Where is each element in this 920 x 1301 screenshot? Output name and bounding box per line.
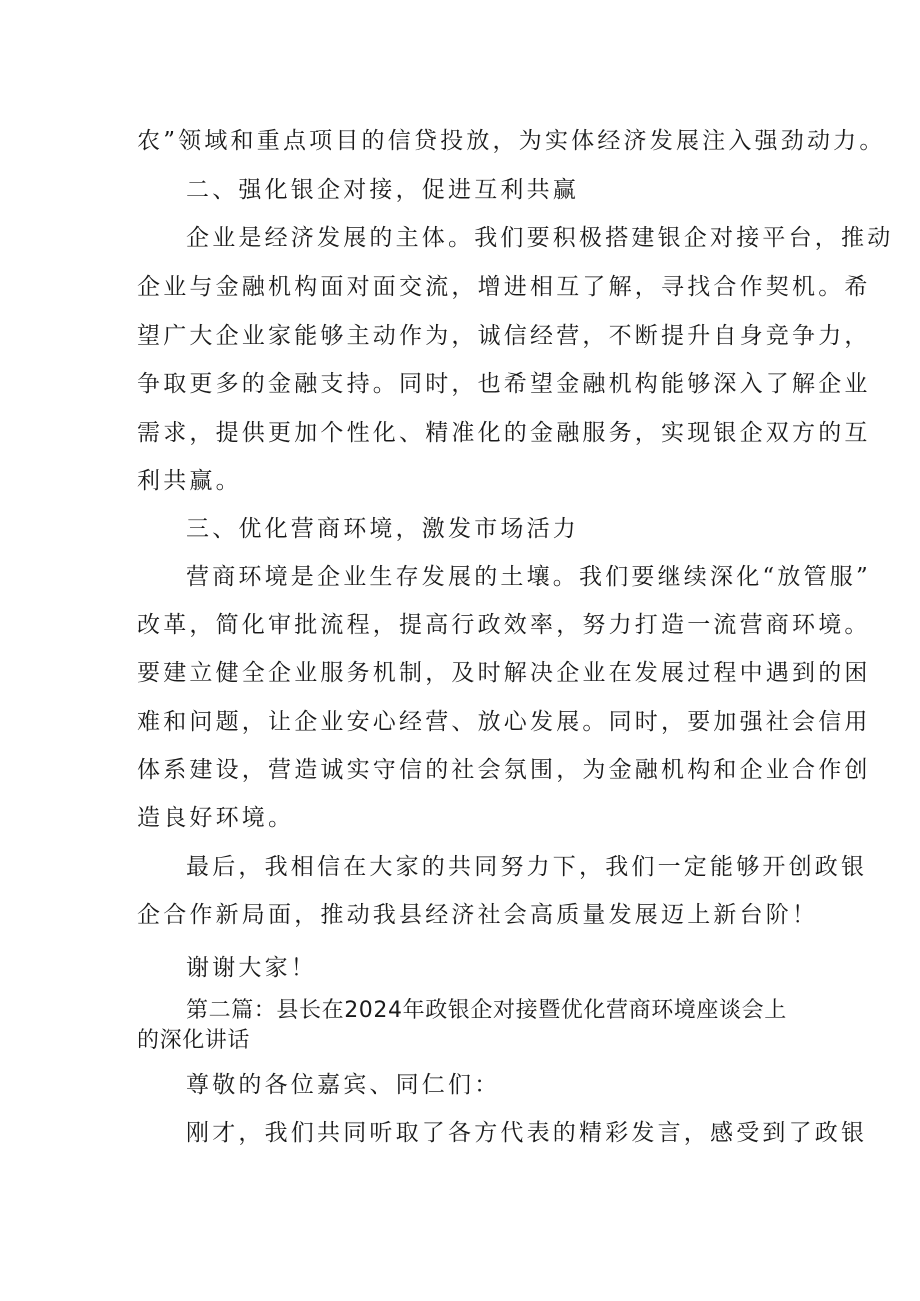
- section-heading: 三、优化营商环境，激发市场活力: [186, 516, 579, 542]
- greeting: 尊敬的各位嘉宾、同仁们：: [186, 1072, 501, 1098]
- paragraph-line: 造良好环境。: [137, 805, 295, 831]
- paragraph-line: 利共赢。: [137, 468, 242, 494]
- paragraph-line: 企业与金融机构面对面交流，增进相互了解，寻找合作契机。希: [137, 274, 871, 300]
- paragraph-line: 需求，提供更加个性化、精准化的金融服务，实现银企双方的互: [137, 420, 871, 446]
- paragraph-line: 最后，我相信在大家的共同努力下，我们一定能够开创政银: [186, 854, 868, 880]
- chapter-title: 第二篇：县长在2024年政银企对接暨优化营商环境座谈会上: [186, 998, 787, 1023]
- chapter-title: 的深化讲话: [137, 1028, 251, 1053]
- paragraph-line: 难和问题，让企业安心经营、放心发展。同时，要加强社会信用: [137, 709, 871, 735]
- paragraph-line: 望广大企业家能够主动作为，诚信经营，不断提升自身竞争力，: [137, 323, 871, 349]
- paragraph-line: 企合作新局面，推动我县经济社会高质量发展迈上新台阶！: [137, 902, 819, 928]
- paragraph-line: 体系建设，营造诚实守信的社会氛围，为金融机构和企业合作创: [137, 757, 871, 783]
- closing-thanks: 谢谢大家！: [186, 955, 317, 981]
- paragraph-line: 刚才，我们共同听取了各方代表的精彩发言，感受到了政银: [186, 1120, 868, 1146]
- paragraph-line: 改革，简化审批流程，提高行政效率，努力打造一流营商环境。: [137, 612, 871, 638]
- paragraph-line: 争取更多的金融支持。同时，也希望金融机构能够深入了解企业: [137, 371, 871, 397]
- section-heading: 二、强化银企对接，促进互利共赢: [186, 177, 579, 203]
- paragraph-line: 农”领域和重点项目的信贷投放，为实体经济发展注入强劲动力。: [137, 128, 886, 154]
- paragraph-line: 要建立健全企业服务机制，及时解决企业在发展过程中遇到的困: [137, 660, 871, 686]
- paragraph-line: 企业是经济发展的主体。我们要积极搭建银企对接平台，推动: [186, 225, 894, 251]
- paragraph-line: 营商环境是企业生存发展的土壤。我们要继续深化“放管服”: [186, 564, 871, 590]
